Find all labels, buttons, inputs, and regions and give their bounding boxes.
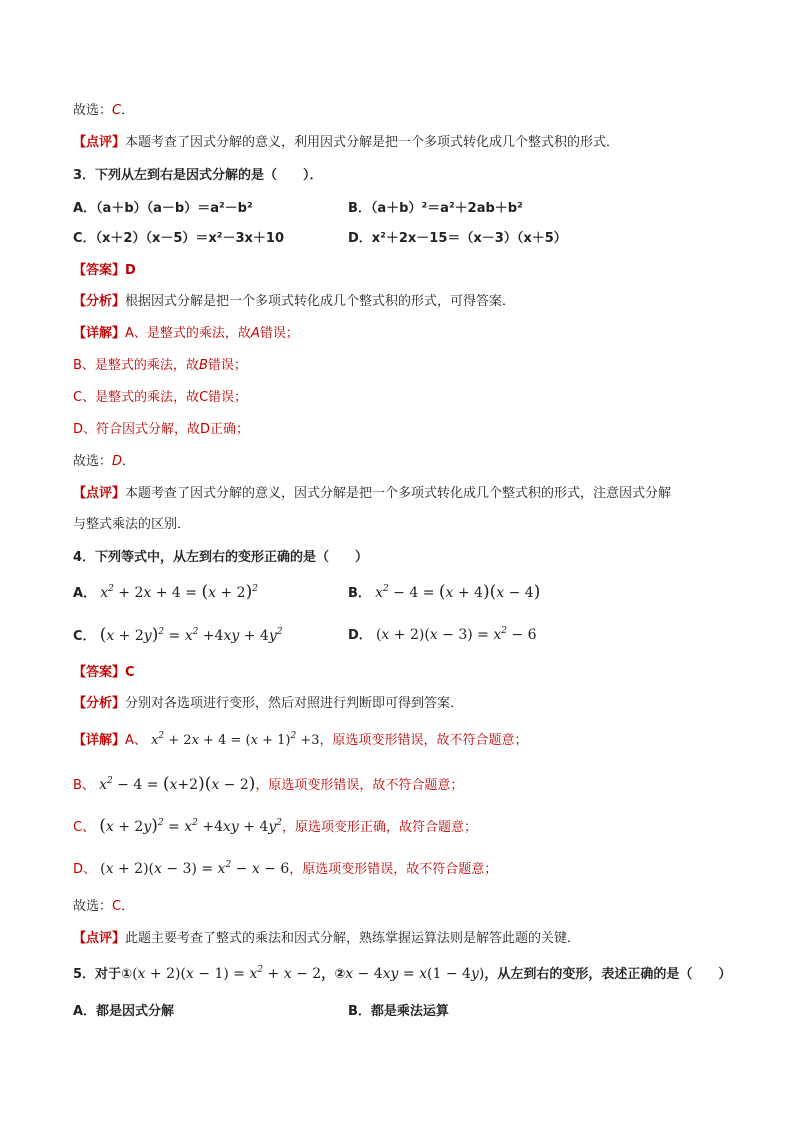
answer-tag: 【答案】	[73, 263, 126, 278]
conclusion-end: ．	[121, 899, 135, 914]
question-5-stem	[73, 964, 731, 985]
detail-letter: B	[73, 358, 82, 373]
detail-mid: C	[199, 390, 209, 405]
detail-text: 、是整式的乘法，故	[82, 390, 200, 405]
q5-option-b: B．都是乘法运算	[348, 1004, 449, 1019]
q5-formula-2: x − 4xy = x(1 − 4y)	[345, 966, 485, 982]
conclusion-label: 故选：	[73, 103, 113, 118]
q4-analysis-line	[73, 694, 463, 714]
stem-prefix: 5．对于①	[73, 967, 133, 982]
option-c-formula: $(x + 2y)^2 = x^2 +4xy + 4y^2$	[99, 625, 283, 645]
detail-tag: 【详解】	[73, 733, 126, 748]
q3-detail-c	[73, 388, 247, 408]
detail-post: 正确；	[210, 422, 250, 437]
detail-mid: A	[250, 326, 260, 341]
comment-text: 本题考查了因式分解的意义，利用因式分解是把一个多项式转化成几个整式积的形式．	[125, 135, 620, 150]
detail-text: 、是整式的乘法，故	[81, 358, 199, 373]
detail-letter: C	[73, 390, 83, 405]
detail-text: 、符合因式分解，故	[83, 422, 201, 437]
q3-conclusion	[73, 452, 135, 472]
option-a-formula: $x^2 + 2x + 4 = (x + 2)^2$	[100, 582, 258, 602]
stem-suffix: ，从左到右的变形，表述正确的是（ ）	[484, 967, 732, 982]
detail-a-formula: $x^2 + 2x + 4 = (x + 1)^2 +3$	[151, 731, 320, 748]
option-b-formula: $x^2 - 4 = (x + 4)(x - 4)$	[375, 582, 541, 602]
q3-option-d: D．x²＋2x－15＝（x－3）（x＋5）	[348, 231, 567, 246]
detail-mid: B	[198, 358, 208, 373]
comment-tag: 【点评】	[73, 931, 126, 946]
question-3-stem: 3．下列从左到右是因式分解的是（ ）．	[73, 168, 323, 183]
detail-letter: D	[73, 422, 84, 437]
option-label: A．	[73, 586, 97, 601]
comment-text: 此题主要考查了整式的乘法和因式分解，熟练掌握运算法则是解答此题的关键．	[125, 931, 581, 946]
q3-detail-d	[73, 420, 249, 440]
q3-option-c: C．（x＋2）（x－5）＝x²－3x＋10	[73, 231, 285, 246]
answer-value: C	[125, 665, 135, 680]
detail-mid: D	[200, 422, 211, 437]
comment-line	[73, 133, 619, 153]
q3-analysis-line	[73, 292, 515, 312]
q3-option-a: A．（a＋b）（a－b）＝a²－b²	[73, 201, 253, 216]
conclusion-answer: C	[112, 103, 122, 118]
detail-d-formula: $(x + 2)(x - 3) = x^2 - x - 6$	[100, 860, 290, 877]
detail-c-formula: $(x + 2y)^2 = x^2 +4xy + 4y^2$	[99, 816, 282, 836]
conclusion-answer: D	[112, 454, 123, 469]
q4-detail-c: C、 $(x + 2y)^2 = x^2 +4xy + 4y^2$，原选项变形正确，故符合题意；	[73, 816, 478, 836]
conclusion-end: ．	[121, 103, 135, 118]
q3-detail-a	[73, 324, 299, 344]
q4-option-a	[73, 582, 258, 604]
q3-answer-line	[73, 261, 136, 281]
conclusion-label: 故选：	[73, 899, 113, 914]
option-label: D．	[348, 628, 372, 643]
detail-text: 、是整式的乘法，故	[133, 326, 251, 341]
q4-answer-line	[73, 663, 135, 683]
detail-tag: 【详解】	[73, 326, 126, 341]
analysis-text: 分别对各选项进行变形，然后对照进行判断即可得到答案．	[125, 696, 464, 711]
detail-b-formula: $x^2 - 4 = (x+2)(x - 2)$	[99, 774, 256, 794]
detail-text: ，原选项变形错误，故不符合题意；	[289, 862, 498, 877]
detail-text: ，原选项变形错误，故不符合题意；	[255, 778, 464, 793]
q4-conclusion	[73, 897, 134, 917]
comment-tag: 【点评】	[73, 135, 126, 150]
option-label: C．	[73, 629, 96, 644]
q3-comment-line1	[73, 484, 671, 504]
q3-comment-line2: 与整式乘法的区别．	[73, 517, 191, 532]
detail-text: ，原选项变形正确，故符合题意；	[282, 820, 478, 835]
q4-option-b	[348, 582, 540, 604]
option-label: B．	[348, 586, 371, 601]
conclusion-answer: C	[112, 899, 122, 914]
comment-tag: 【点评】	[73, 486, 126, 501]
q5-option-a: A．都是因式分解	[73, 1004, 175, 1019]
q4-option-c	[73, 625, 282, 647]
conclusion-label: 故选：	[73, 454, 113, 469]
q4-detail-d: D、 $(x + 2)(x - 3) = x^2 - x - 6$，原选项变形错误，故不符合题意；	[73, 860, 498, 877]
detail-letter: A	[125, 326, 134, 341]
q4-detail-a: 【详解】A、 $x^2 + 2x + 4 = (x + 1)^2 +3$，原选项变形错误，故不符合题意；	[73, 731, 528, 748]
q3-option-b: B．（a＋b）²＝a²＋2ab＋b²	[348, 201, 523, 216]
analysis-tag: 【分析】	[73, 696, 126, 711]
conclusion-end: ．	[122, 454, 136, 469]
analysis-tag: 【分析】	[73, 294, 126, 309]
answer-value: D	[125, 263, 136, 278]
question-4-stem: 4．下列等式中，从左到右的变形正确的是（ ）	[73, 550, 369, 565]
q4-detail-b: B、 $x^2 - 4 = (x+2)(x - 2)$，原选项变形错误，故不符合题意；	[73, 774, 464, 794]
q3-detail-b	[73, 356, 247, 376]
detail-post: 错误；	[207, 358, 247, 373]
detail-text: ，原选项变形错误，故不符合题意；	[319, 733, 528, 748]
detail-post: 错误；	[208, 390, 248, 405]
comment-text: 本题考查了因式分解的意义，因式分解是把一个多项式转化成几个整式积的形式，注意因式分解	[125, 486, 672, 501]
detail-post: 错误；	[259, 326, 299, 341]
analysis-text: 根据因式分解是把一个多项式转化成几个整式积的形式，可得答案．	[125, 294, 516, 309]
q4-option-d	[348, 625, 537, 646]
conclusion-line	[73, 101, 134, 121]
q4-comment-line	[73, 929, 580, 949]
answer-tag: 【答案】	[73, 665, 126, 680]
option-d-formula: $(x + 2)(x - 3) = x^2 - 6$	[375, 626, 537, 643]
stem-mid: ，②	[321, 967, 346, 982]
q5-formula-1: $(x + 2)(x - 1) = x^2 + x - 2$	[132, 965, 322, 982]
